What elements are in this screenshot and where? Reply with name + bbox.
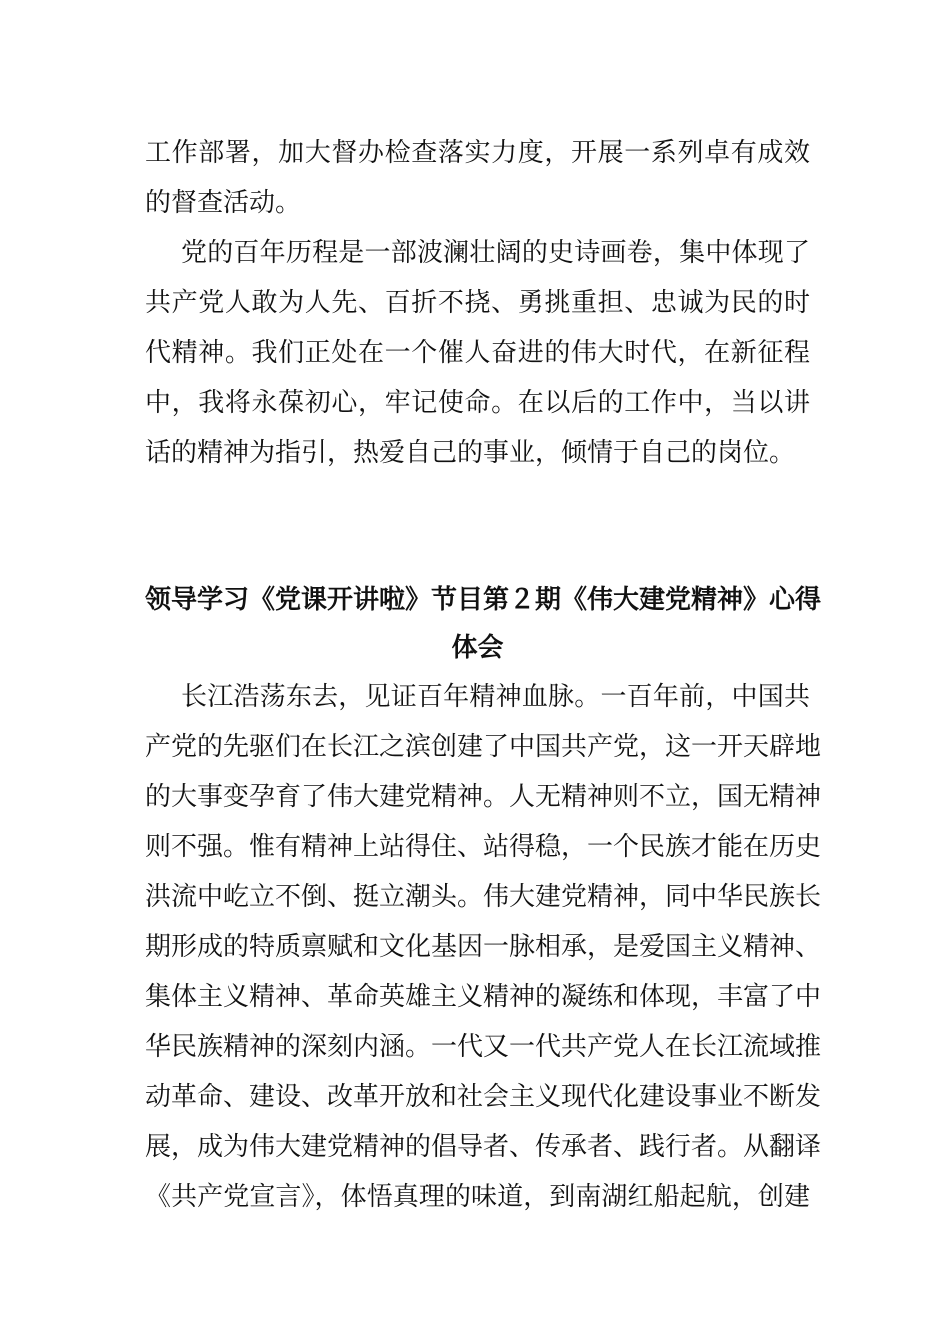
paragraph-line: 华民族精神的深刻内涵。一代又一代共产党人在长江流域推 (145, 1032, 822, 1062)
body-paragraph (145, 672, 822, 1222)
paragraph-line: 集体主义精神、革命英雄主义精神的凝练和体现，丰富了中 (145, 982, 822, 1012)
reflection-paragraph (145, 228, 810, 478)
paragraph-line: 党的百年历程是一部波澜壮阔的史诗画卷，集中体现了 (181, 238, 810, 268)
paragraph-line: 中，我将永葆初心，牢记使命。在以后的工作中，当以讲 (145, 388, 810, 418)
paragraph-line: 则不强。惟有精神上站得住、站得稳，一个民族才能在历史 (145, 832, 822, 862)
paragraph-line: 工作部署，加大督办检查落实力度，开展一系列卓有成效 (145, 138, 810, 168)
paragraph-line: 产党的先驱们在长江之滨创建了中国共产党，这一开天辟地 (145, 732, 822, 762)
document-page (145, 128, 822, 1222)
paragraph-line: 的督查活动。 (145, 188, 302, 218)
paragraph-line: 展，成为伟大建党精神的倡导者、传承者、践行者。从翻译 (145, 1132, 822, 1162)
section-title-line: 领导学习《党课开讲啦》节目第２期《伟大建党精神》心得 (145, 585, 822, 615)
paragraph-line: 长江浩荡东去，见证百年精神血脉。一百年前，中国共 (181, 682, 810, 712)
paragraph-line: 的大事变孕育了伟大建党精神。人无精神则不立，国无精神 (145, 782, 822, 812)
paragraph-line: 话的精神为指引，热爱自己的事业，倾情于自己的岗位。 (145, 438, 796, 468)
section-title (145, 576, 822, 672)
paragraph-line: 动革命、建设、改革开放和社会主义现代化建设事业不断发 (145, 1082, 822, 1112)
paragraph-line: 洪流中屹立不倒、挺立潮头。伟大建党精神，同中华民族长 (145, 882, 822, 912)
paragraph-line: 共产党人敢为人先、百折不挠、勇挑重担、忠诚为民的时 (145, 288, 810, 318)
section-gap (145, 478, 810, 576)
paragraph-line: 《共产党宣言》，体悟真理的味道，到南湖红船起航，创建 (145, 1182, 810, 1212)
intro-paragraph (145, 128, 810, 228)
section-title-line: 体会 (451, 633, 504, 663)
paragraph-line: 期形成的特质禀赋和文化基因一脉相承，是爱国主义精神、 (145, 932, 822, 962)
paragraph-line: 代精神。我们正处在一个催人奋进的伟大时代，在新征程 (145, 338, 810, 368)
